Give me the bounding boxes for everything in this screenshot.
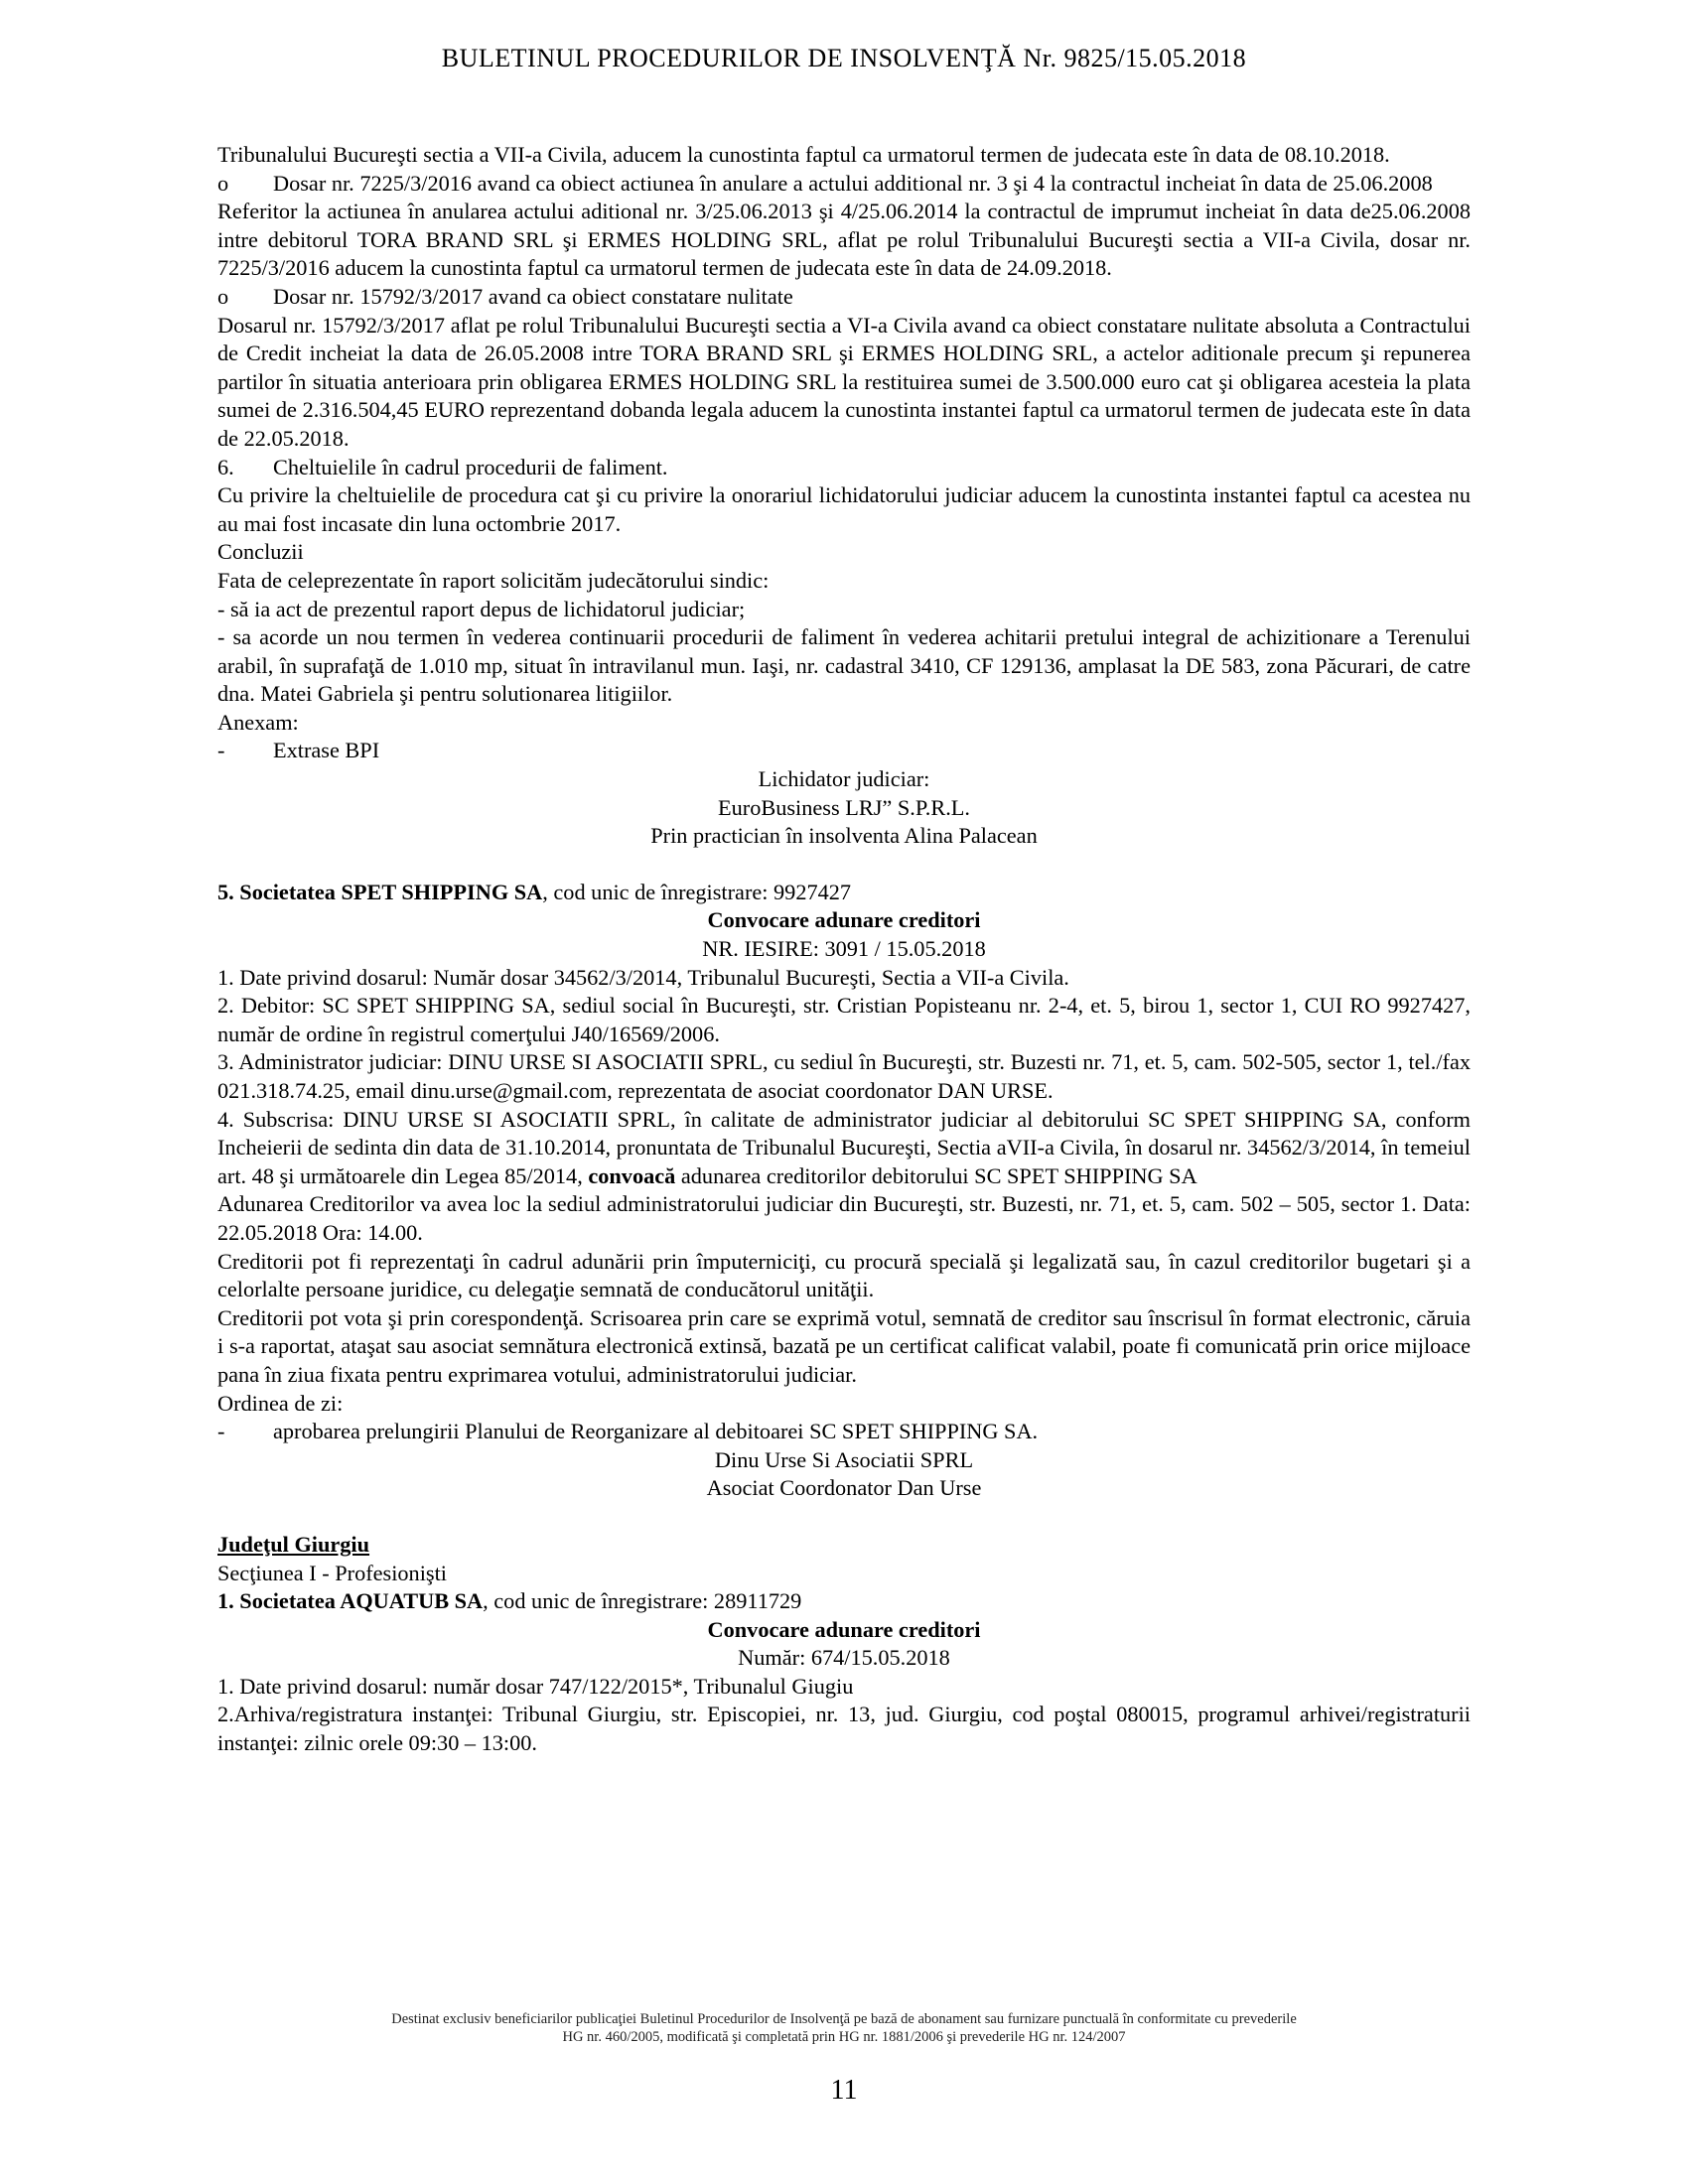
paragraph: Tribunalului Bucureşti sectia a VII-a Civila, aducem la cunostinta faptul ca urmatorul termen de judecata este în data de 08.10.2018. [217, 142, 1390, 167]
paragraph: Fata de celeprezentate în raport solicităm judecătorului sindic: [217, 567, 770, 593]
bullet-text: Extrase BPI [273, 738, 380, 763]
bullet-item [217, 170, 1471, 199]
paragraph: Cu privire la cheltuielile de procedura cat şi cu privire la onorariul lichidatorului judiciar aducem la cunostinta instantei faptul ca acestea nu au mai fost incasate din luna octombrie 2017. [217, 482, 1471, 536]
spacer [217, 1503, 1471, 1531]
section-subheading: NR. IESIRE: 3091 / 15.05.2018 [702, 936, 986, 962]
section-heading [217, 1616, 1471, 1645]
paragraph: Creditorii pot vota şi prin corespondenţă. Scrisoarea prin care se exprimă votul, semnată de creditor sau înscrisul în format electronic, căruia i s-a raportat, ataşat sau asociat semnătura electronică extinsă, bazată pe un certificat calificat valabil, poate fi comunicată prin orice mijloace pana în ziua fixata pentru exprimarea votului, administratorului judiciar. [217, 1304, 1471, 1387]
signature-line: Dinu Urse Si Asociatii SPRL [714, 1446, 974, 1472]
item-text: Cheltuielile în cadrul procedurii de faliment. [273, 454, 668, 479]
heading-text: Convocare adunare creditori [707, 907, 981, 933]
bullet-item [217, 1418, 1471, 1446]
paragraph: Dosarul nr. 15792/3/2017 aflat pe rolul Tribunalului Bucureşti sectia a VI-a Civila avand ca obiect constatare nulitate absoluta a Contractului de Credit incheiat la data de 26.05.2008 intre TORA BRAND SRL şi ERMES HOLDING SRL, a actelor aditionale precum şi repunerea partilor în situatia anterioara prin obligarea ERMES HOLDING SRL la restituirea sumei de 3.500.000 euro cat şi obligarea acesteia la plata sumei de 2.316.504,45 EURO reprezentand dobanda legala aducem la cunostinta instantei faptul ca urmatorul termen de judecata este în data de 22.05.2018. [217, 312, 1471, 451]
bulletin-header: BULETINUL PROCEDURILOR DE INSOLVENŢĂ Nr. 9825/15.05.2018 [441, 44, 1247, 72]
signature-line: Lichidator judiciar: [758, 766, 930, 792]
bullet-marker: o [217, 170, 229, 196]
footer-line: HG nr. 460/2005, modificată şi completată prin HG nr. 1881/2006 şi prevederile HG nr. 124/2007 [562, 2029, 1126, 2045]
bullet-text: Dosar nr. 15792/3/2017 avand ca obiect constatare nulitate [273, 283, 793, 309]
signature-line: Asociat Coordonator Dan Urse [706, 1475, 982, 1501]
company-name: 1. Societatea AQUATUB SA [217, 1588, 484, 1614]
text-run: 4. Subscrisa: DINU URSE SI ASOCIATII SPRL, în calitate de administrator judiciar al debitorului SC SPET SHIPPING SA, conform Incheierii de sedinta din data de 31.10.2014, pronuntata de Tribunalul Bucureşti, Sectia aVII-a Civila, în dosarul nr. 34562/3/2014, în temeiul art. 48 şi următoarele din Legea 85/2014, [217, 1106, 1471, 1188]
company-code: , cod unic de înregistrare: 9927427 [542, 879, 852, 904]
annex-label: Anexam: [217, 709, 299, 735]
paragraph: Referitor la actiunea în anularea actului aditional nr. 3/25.06.2013 şi 4/25.06.2014 la contractul de imprumut incheiat în data de25.06.2008 intre debitorul TORA BRAND SRL şi ERMES HOLDING SRL, aflat pe rolul Tribunalului Bucureşti sectia a VII-a Civila, dosar nr. 7225/3/2016 aducem la cunostinta faptul ca urmatorul termen de judecata este în data de 24.09.2018. [217, 199, 1471, 281]
bullet-marker: - [217, 1419, 225, 1444]
paragraph [217, 1106, 1471, 1191]
paragraph: Adunarea Creditorilor va avea loc la sediul administratorului judiciar din Bucureşti, str. Buzesti, nr. 71, et. 5, cam. 502 – 505, sector 1. Data: 22.05.2018 Ora: 14.00. [217, 1191, 1471, 1245]
agenda-label: Ordinea de zi: [217, 1390, 344, 1416]
bullet-text: Dosar nr. 7225/3/2016 avand ca obiect actiunea în anulare a actului additional nr. 3 şi 4 la contractul incheiat în data de 25.06.2008 [273, 170, 1433, 196]
bold-keyword: convoacă [588, 1162, 676, 1188]
paragraph: Creditorii pot fi reprezentaţi în cadrul adunării prin împuterniciţi, cu procură specială şi legalizată sau, în cazul creditorilor bugetari şi a celorlalte persoane juridice, cu delegaţie semnată de conducătorul unităţii. [217, 1248, 1471, 1302]
page-number: 11 [830, 2075, 858, 2106]
paragraph: - sa acorde un nou termen în vederea continuarii procedurii de faliment în vederea achitarii pretului integral de achizitionare a Terenului arabil, în suprafaţă de 1.010 mp, situat în intravilanul mun. Iaşi, nr. cadastral 3410, CF 129136, amplasat la DE 583, zona Păcurari, de catre dna. Matei Gabriela şi pentru solutionarea litigiilor. [217, 624, 1471, 707]
paragraph: 2. Debitor: SC SPET SHIPPING SA, sediul social în Bucureşti, str. Cristian Popisteanu nr. 2-4, et. 5, birou 1, sector 1, CUI RO 9927427, număr de ordine în registrul comerţului J40/16569/2006. [217, 993, 1471, 1046]
paragraph: - să ia act de prezentul raport depus de lichidatorul judiciar; [217, 596, 746, 621]
county-heading [217, 1531, 1471, 1560]
footer-line: Destinat exclusiv beneficiarilor publicaţiei Buletinul Procedurilor de Insolvenţă pe bază de abonament sau furnizare punctuală în conformitate cu prevederile [391, 2011, 1297, 2027]
section-heading [217, 906, 1471, 935]
company-name: 5. Societatea SPET SHIPPING SA [217, 879, 543, 904]
bullet-marker: - [217, 738, 225, 763]
section-label: Secţiunea I - Profesionişti [217, 1560, 447, 1585]
paragraph: 3. Administrator judiciar: DINU URSE SI ASOCIATII SPRL, cu sediul în Bucureşti, str. Buzesti nr. 71, et. 5, cam. 502-505, sector 1, tel./fax 021.318.74.25, email dinu.urse@gmail.com, reprezentata de asociat coordonator DAN URSE. [217, 1049, 1471, 1103]
company-title [217, 879, 1471, 907]
section-subheading: Număr: 674/15.05.2018 [738, 1645, 950, 1671]
signature-line: EuroBusiness LRJ” S.P.R.L. [718, 794, 970, 820]
text-run: adunarea creditorilor debitorului SC SPET SHIPPING SA [675, 1162, 1197, 1188]
signature-line: Prin practician în insolventa Alina Palacean [650, 823, 1038, 849]
bullet-item [217, 737, 1471, 765]
heading-text: Convocare adunare creditori [707, 1616, 981, 1642]
page-footer [238, 2010, 1450, 2046]
page-content [217, 141, 1471, 1758]
spacer [217, 851, 1471, 879]
paragraph: 1. Date privind dosarul: Număr dosar 34562/3/2014, Tribunalul Bucureşti, Sectia a VII-a Civila. [217, 964, 1069, 990]
bullet-item [217, 283, 1471, 312]
bullet-marker: o [217, 283, 229, 309]
conclusions-label: Concluzii [217, 539, 304, 565]
item-number: 6. [217, 454, 234, 479]
county-name: Judeţul Giurgiu [217, 1531, 370, 1557]
company-code: , cod unic de înregistrare: 28911729 [483, 1588, 802, 1614]
paragraph: 2.Arhiva/registratura instanţei: Tribunal Giurgiu, str. Episcopiei, nr. 13, jud. Giurgiu, cod poştal 080015, programul arhivei/registraturii instanţei: zilnic orele 09:30 – 13:00. [217, 1702, 1471, 1756]
numbered-item [217, 454, 1471, 482]
company-title [217, 1587, 1471, 1616]
paragraph: 1. Date privind dosarul: număr dosar 747/122/2015*, Tribunalul Giugiu [217, 1673, 854, 1699]
bullet-text: aprobarea prelungirii Planului de Reorganizare al debitoarei SC SPET SHIPPING SA. [273, 1419, 1039, 1444]
